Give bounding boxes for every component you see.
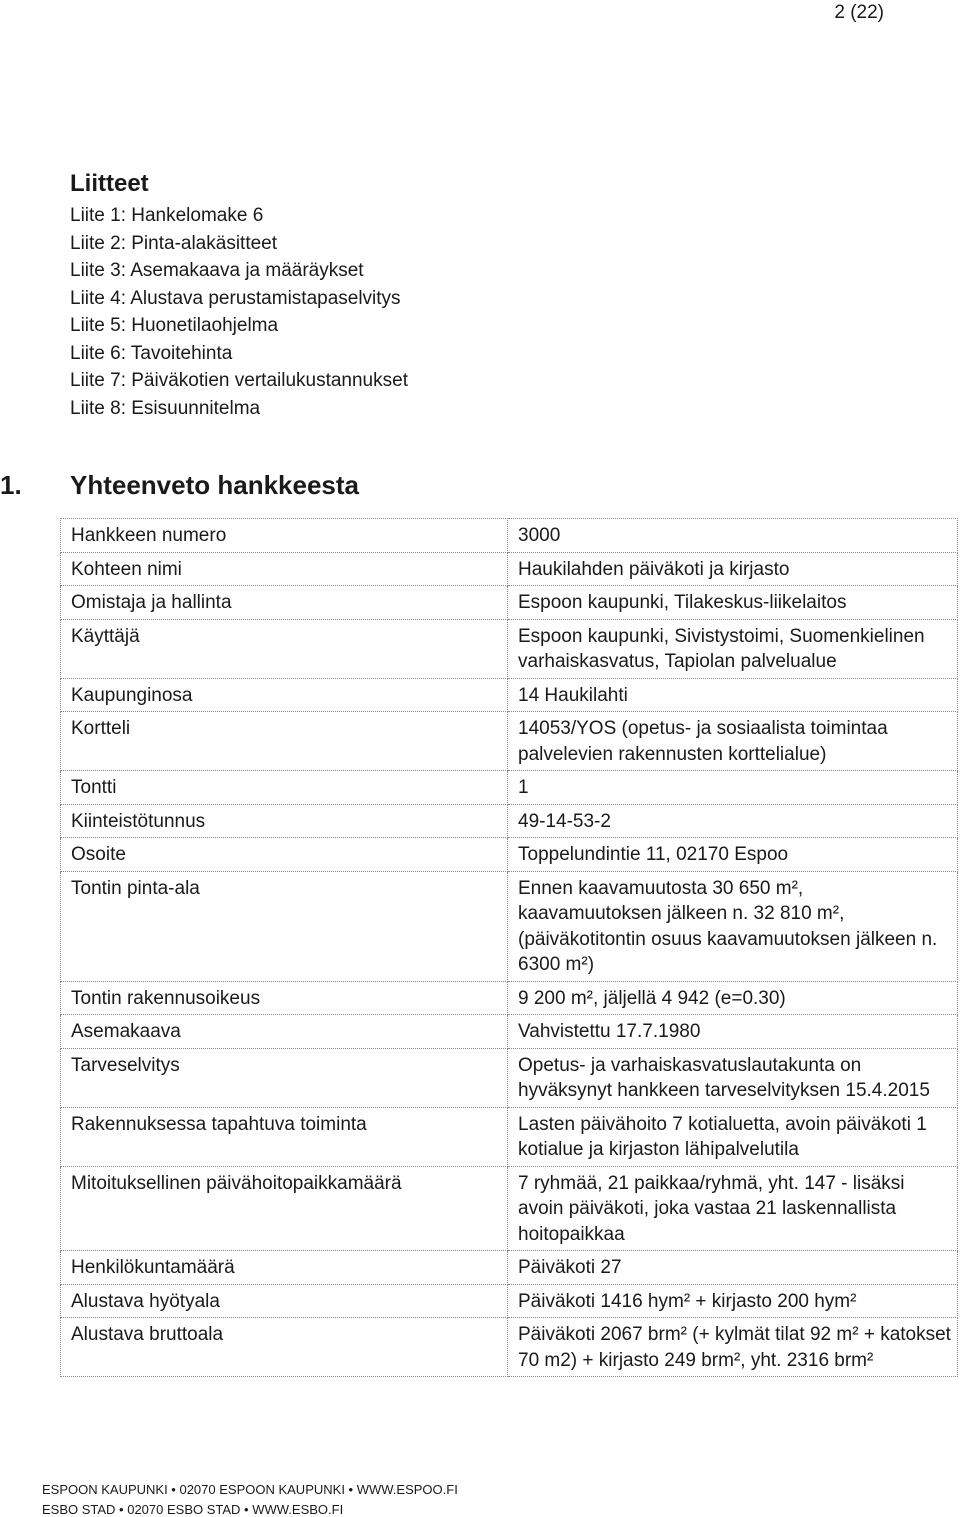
- table-row: [61, 1284, 958, 1318]
- row-label: Alustava bruttoala: [61, 1318, 508, 1377]
- section-title: Yhteenveto hankkeesta: [70, 470, 360, 500]
- table-row: [61, 1251, 958, 1285]
- row-label: Kohteen nimi: [61, 552, 508, 586]
- row-value: Päiväkoti 27: [508, 1251, 958, 1285]
- row-value: Vahvistettu 17.7.1980: [508, 1015, 958, 1049]
- table-row: [61, 552, 958, 586]
- table-row: [61, 838, 958, 872]
- table-row: [61, 712, 958, 771]
- row-value: Espoon kaupunki, Sivistystoimi, Suomenkielinen varhaiskasvatus, Tapiolan palvelualue: [508, 619, 958, 678]
- footer-line-fi: ESPOON KAUPUNKI • 02070 ESPOON KAUPUNKI • WWW.ESPOO.FI: [42, 1482, 458, 1497]
- table-row: [61, 678, 958, 712]
- table-row: [61, 981, 958, 1015]
- appendix-item: Liite 3: Asemakaava ja määräykset: [70, 260, 364, 281]
- row-value: 3000: [508, 519, 958, 553]
- row-label: Tontin pinta-ala: [61, 871, 508, 981]
- table-row: [61, 871, 958, 981]
- row-label: Hankkeen numero: [61, 519, 508, 553]
- row-label: Käyttäjä: [61, 619, 508, 678]
- row-label: Asemakaava: [61, 1015, 508, 1049]
- row-value: Päiväkoti 1416 hym² + kirjasto 200 hym²: [508, 1284, 958, 1318]
- table-row: [61, 804, 958, 838]
- appendix-item: Liite 4: Alustava perustamistapaselvitys: [70, 287, 401, 309]
- section-number: 1.: [0, 470, 22, 500]
- row-value: Päiväkoti 2067 brm² (+ kylmät tilat 92 m² + katokset 70 m2) + kirjasto 249 brm², yht. 2316 brm²: [508, 1318, 958, 1377]
- row-value: 7 ryhmää, 21 paikkaa/ryhmä, yht. 147 - lisäksi avoin päiväkoti, joka vastaa 21 laskennallista hoitopaikkaa: [508, 1166, 958, 1251]
- row-label: Osoite: [61, 838, 508, 872]
- row-label: Henkilökuntamäärä: [61, 1251, 508, 1285]
- table-row: [61, 1107, 958, 1166]
- row-label: Kaupunginosa: [61, 678, 508, 712]
- row-value: 49-14-53-2: [508, 804, 958, 838]
- row-value: 9 200 m², jäljellä 4 942 (e=0.30): [508, 981, 958, 1015]
- row-label: Kortteli: [61, 712, 508, 771]
- row-value: Ennen kaavamuutosta 30 650 m², kaavamuutoksen jälkeen n. 32 810 m², (päiväkotitontin osuus kaavamuutoksen jälkeen n. 6300 m²): [508, 871, 958, 981]
- table-row: [61, 1318, 958, 1377]
- row-value: Espoon kaupunki, Tilakeskus-liikelaitos: [508, 586, 958, 620]
- row-label: Kiinteistötunnus: [61, 804, 508, 838]
- table-row: [61, 1048, 958, 1107]
- appendix-list: [70, 170, 408, 422]
- appendix-item: Liite 2: Pinta-alakäsitteet: [70, 232, 278, 254]
- row-value: 14 Haukilahti: [508, 678, 958, 712]
- appendix-item: Liite 7: Päiväkotien vertailukustannukset: [70, 370, 408, 391]
- page-number: 2 (22): [834, 2, 884, 23]
- section-heading: [0, 470, 359, 501]
- appendix-item: Liite 8: Esisuunnitelma: [70, 397, 261, 419]
- table-row: [61, 1015, 958, 1049]
- appendix-item: Liite 1: Hankelomake 6: [70, 205, 264, 226]
- project-summary-table: [60, 518, 958, 1377]
- table-row: [61, 619, 958, 678]
- row-label: Tarveselvitys: [61, 1048, 508, 1107]
- row-label: Tontin rakennusoikeus: [61, 981, 508, 1015]
- table-row: [61, 1166, 958, 1251]
- row-label: Rakennuksessa tapahtuva toiminta: [61, 1107, 508, 1166]
- row-label: Omistaja ja hallinta: [61, 586, 508, 620]
- row-value: Lasten päivähoito 7 kotialuetta, avoin päiväkoti 1 kotialue ja kirjaston lähipalvelutila: [508, 1107, 958, 1166]
- appendix-item: Liite 6: Tavoitehinta: [70, 342, 233, 364]
- row-label: Alustava hyötyala: [61, 1284, 508, 1318]
- row-value: 1: [508, 771, 958, 805]
- row-value: Haukilahden päiväkoti ja kirjasto: [508, 552, 958, 586]
- footer-line-sv: ESBO STAD • 02070 ESBO STAD • WWW.ESBO.FI: [42, 1502, 344, 1517]
- table-row: [61, 519, 958, 553]
- table-row: [61, 771, 958, 805]
- row-label: Mitoituksellinen päivähoitopaikkamäärä: [61, 1166, 508, 1251]
- row-value: Opetus- ja varhaiskasvatuslautakunta on hyväksynyt hankkeen tarveselvityksen 15.4.2015: [508, 1048, 958, 1107]
- row-value: Toppelundintie 11, 02170 Espoo: [508, 838, 958, 872]
- appendix-title: Liitteet: [70, 170, 149, 197]
- appendix-item: Liite 5: Huonetilaohjelma: [70, 315, 279, 336]
- table-row: [61, 586, 958, 620]
- row-label: Tontti: [61, 771, 508, 805]
- row-value: 14053/YOS (opetus- ja sosiaalista toimintaa palvelevien rakennusten korttelialue): [508, 712, 958, 771]
